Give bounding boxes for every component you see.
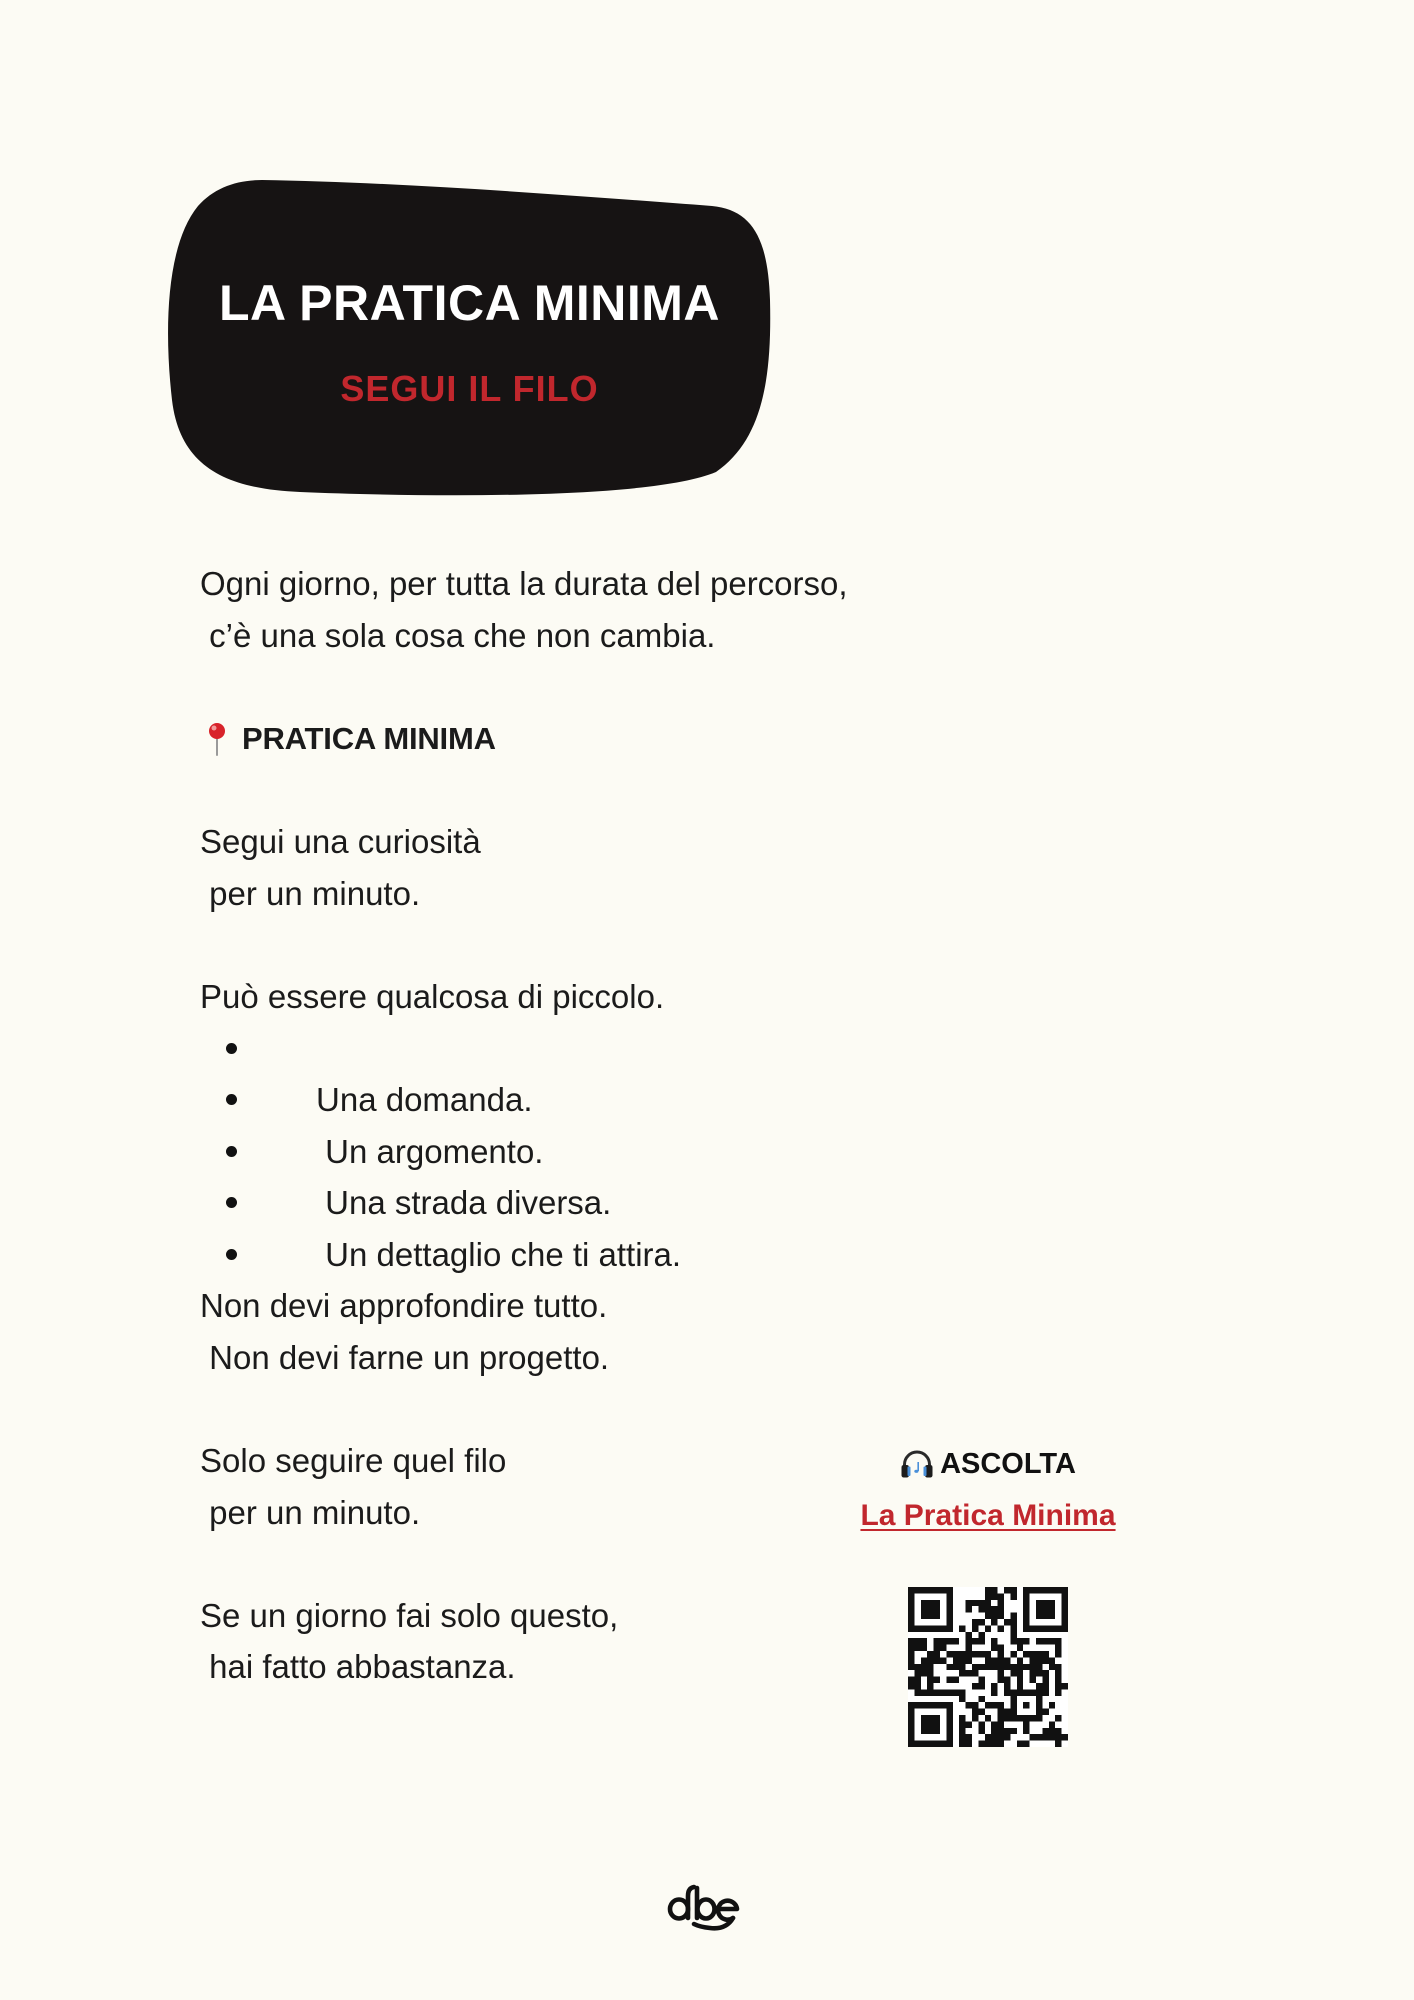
spacer <box>200 661 840 713</box>
qr-code <box>908 1587 1068 1747</box>
follow-line: Solo seguire quel filo <box>200 1442 507 1480</box>
practice-line: per un minuto. <box>200 874 421 912</box>
closing-line: hai fatto abbastanza. <box>200 1648 516 1686</box>
reassurance-line: Non devi approfondire tutto. <box>200 1287 608 1325</box>
spacer <box>200 764 840 816</box>
list-item <box>200 1126 840 1222</box>
header-blob <box>0 0 1414 520</box>
intro-line: c’è una sola cosa che non cambia. <box>200 616 716 654</box>
body-text <box>200 558 848 1693</box>
list-item <box>200 1022 840 1118</box>
listen-link-row <box>838 1490 1138 1542</box>
bullet <box>226 1249 237 1260</box>
listen-heading <box>838 1438 1138 1490</box>
list-item-text: Un argomento. <box>316 1132 544 1170</box>
intro-line: Ogni giorno, per tutta la durata del percorso, <box>200 565 848 602</box>
reassurance-line: Non devi farne un progetto. <box>200 1338 610 1376</box>
list-item-text: Una domanda. <box>316 1080 533 1118</box>
closing-line: Se un giorno fai solo questo, <box>200 1596 619 1634</box>
header-blob-shape <box>168 180 770 495</box>
spacer <box>200 1384 840 1436</box>
list-item-text: Una strada diversa. <box>316 1184 612 1222</box>
list-item <box>200 1229 840 1281</box>
page-subtitle: SEGUI IL FILO <box>340 368 599 409</box>
page-title: LA PRATICA MINIMA <box>218 275 721 331</box>
listen-block <box>838 1438 1138 1542</box>
headphone-icon <box>900 1449 934 1479</box>
list-item <box>200 1074 840 1170</box>
bullet <box>226 1197 237 1208</box>
examples-intro: Può essere qualcosa di piccolo. <box>200 977 665 1015</box>
list-item-text: Un dettaglio che ti attira. <box>316 1235 682 1273</box>
bullet <box>226 1043 237 1054</box>
round-pushpin-icon <box>206 722 228 756</box>
practice-line: Segui una curiosità <box>200 822 481 860</box>
list-item <box>200 1177 840 1273</box>
listen-link[interactable]: La Pratica Minima <box>860 1499 1116 1532</box>
listen-label: ASCOLTA <box>940 1448 1076 1480</box>
logo-mark <box>666 1878 746 1934</box>
bullet <box>226 1094 237 1105</box>
section-heading-text: PRATICA MINIMA <box>242 720 496 756</box>
follow-line: per un minuto. <box>200 1493 421 1531</box>
spacer <box>200 919 840 971</box>
section-heading <box>200 713 840 765</box>
bullet <box>226 1146 237 1157</box>
spacer <box>200 1538 840 1590</box>
